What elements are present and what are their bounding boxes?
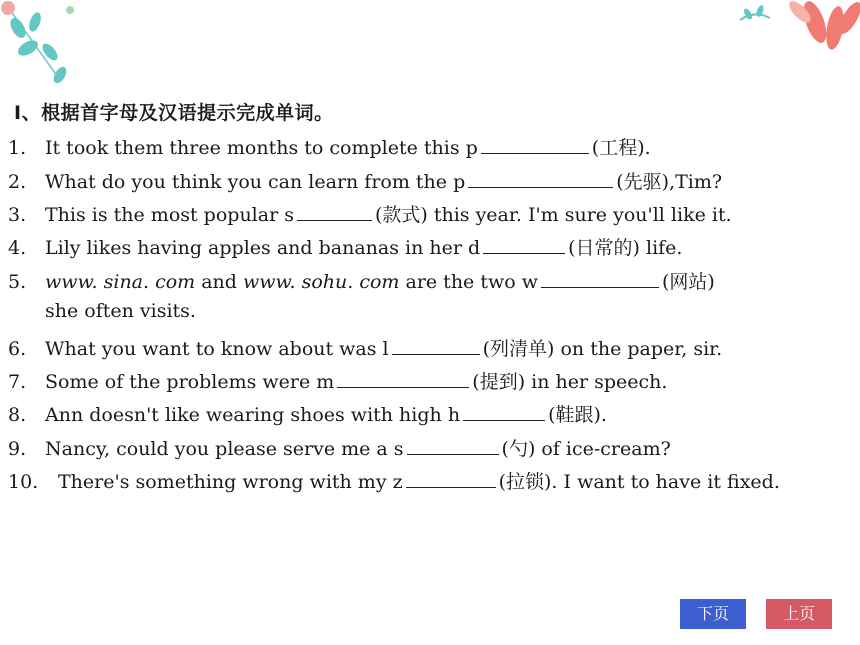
question-text: What you want to know about was l [45, 338, 389, 360]
question-5 [8, 267, 838, 294]
question-text: Some of the problems were m [45, 371, 335, 393]
chinese-hint: (鞋跟). [548, 404, 607, 426]
answer-blank[interactable] [541, 269, 659, 288]
chinese-hint: (勺) [501, 438, 536, 460]
question-number: 2. [8, 171, 27, 193]
question-text: Nancy, could you please serve me a s [45, 438, 404, 460]
question-text: There's something wrong with my z [58, 471, 403, 493]
flower-decoration-icon [730, 0, 860, 70]
question-9 [8, 434, 838, 461]
chinese-hint: (日常的) [568, 237, 640, 259]
answer-blank[interactable] [337, 369, 469, 388]
question-text: are the two w [399, 271, 538, 293]
question-number: 7. [8, 371, 27, 393]
website-url: www. sohu. com [243, 271, 400, 293]
next-page-button[interactable]: 下页 [680, 599, 746, 629]
chinese-hint: (拉锁). [498, 471, 558, 493]
question-text: and [195, 271, 243, 293]
website-url: www. sina. com [45, 271, 196, 293]
question-number: 9. [8, 438, 27, 460]
chinese-hint: (先驱),Tim? [616, 171, 723, 193]
question-5-continuation: she often visits. [45, 300, 196, 322]
question-8 [8, 400, 838, 427]
question-text: Ann doesn't like wearing shoes with high h [45, 404, 461, 426]
question-text: What do you think you can learn from the p [45, 171, 466, 193]
answer-blank[interactable] [483, 235, 565, 254]
question-7 [8, 367, 838, 394]
section-heading: Ⅰ、根据首字母及汉语提示完成单词。 [14, 102, 334, 124]
question-number: 4. [8, 237, 27, 259]
question-1 [8, 133, 838, 160]
question-number: 1. [8, 137, 27, 159]
question-number: 8. [8, 404, 27, 426]
chinese-hint: (提到) [472, 371, 526, 393]
chinese-hint: (列清单) [482, 338, 555, 360]
question-number: 10. [8, 471, 39, 493]
answer-blank[interactable] [392, 336, 480, 355]
leaf-decoration-icon [0, 0, 90, 90]
answer-blank[interactable] [463, 402, 545, 421]
question-number: 3. [8, 204, 27, 226]
answer-blank[interactable] [406, 469, 496, 488]
question-3 [8, 200, 838, 227]
question-text: Lily likes having apples and bananas in her d [45, 237, 481, 259]
previous-page-button[interactable]: 上页 [766, 599, 832, 629]
answer-blank[interactable] [297, 202, 372, 221]
question-2 [8, 167, 838, 194]
chinese-hint: (工程). [591, 137, 651, 159]
question-10 [8, 467, 838, 494]
question-4 [8, 233, 838, 260]
question-text-end: I want to have it fixed. [557, 471, 780, 493]
question-number: 5. [8, 271, 27, 293]
question-text-end: in her speech. [525, 371, 668, 393]
question-number: 6. [8, 338, 27, 360]
chinese-hint: (款式) [374, 204, 428, 226]
question-text-end: life. [639, 237, 683, 259]
question-text-end: on the paper, sir. [554, 338, 723, 360]
question-6 [8, 334, 838, 361]
question-text-end: this year. I'm sure you'll like it. [427, 204, 732, 226]
question-text-end: of ice-cream? [535, 438, 671, 460]
question-text: This is the most popular s [45, 204, 294, 226]
question-text: It took them three months to complete this p [45, 137, 478, 159]
answer-blank[interactable] [481, 135, 589, 154]
answer-blank[interactable] [407, 436, 499, 455]
answer-blank[interactable] [468, 169, 613, 188]
chinese-hint: (网站) [661, 271, 715, 293]
